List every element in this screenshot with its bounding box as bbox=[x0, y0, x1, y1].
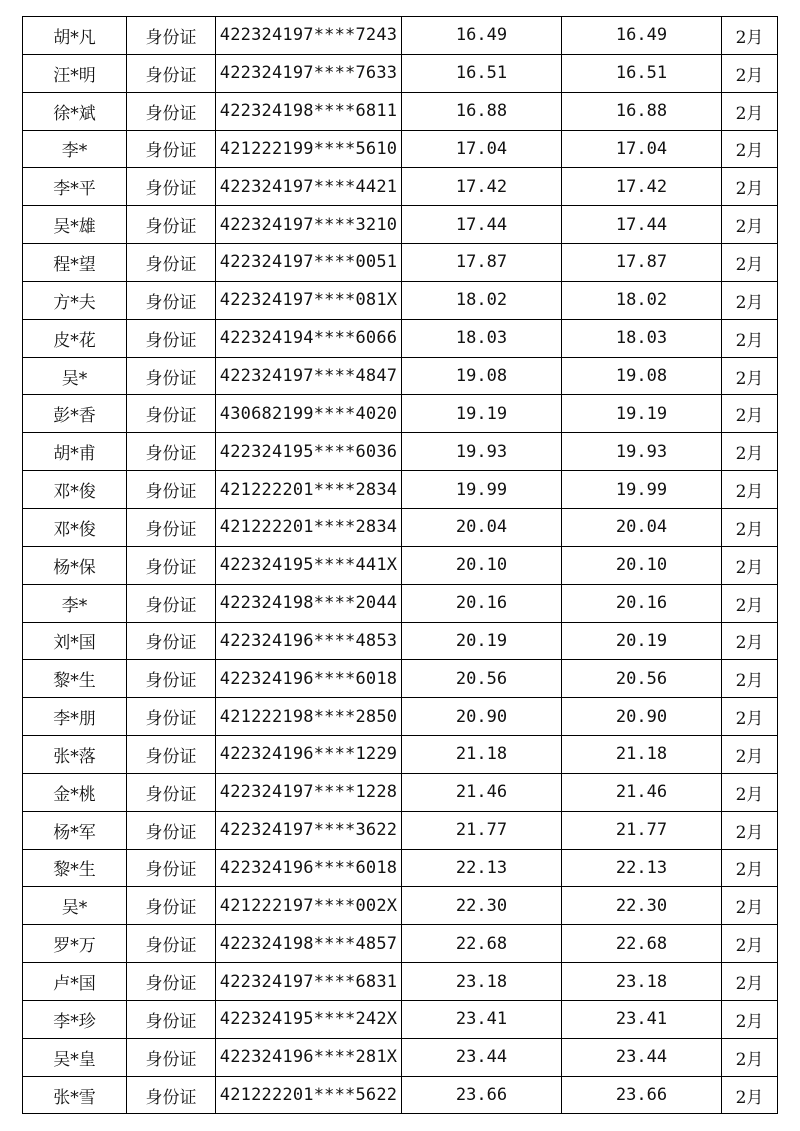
month-cell: 2月 bbox=[722, 206, 778, 244]
name-cell: 金*桃 bbox=[23, 773, 127, 811]
month-cell: 2月 bbox=[722, 508, 778, 546]
table-row bbox=[23, 92, 778, 130]
amount-b-cell: 20.90 bbox=[562, 698, 722, 736]
name-cell: 徐*斌 bbox=[23, 92, 127, 130]
id-number-cell: 422324198****6811 bbox=[216, 92, 402, 130]
amount-a-cell: 17.44 bbox=[402, 206, 562, 244]
id-type-cell: 身份证 bbox=[127, 17, 216, 55]
amount-a-cell: 17.04 bbox=[402, 130, 562, 168]
amount-b-cell: 19.99 bbox=[562, 471, 722, 509]
month-cell: 2月 bbox=[722, 433, 778, 471]
name-cell: 李* bbox=[23, 584, 127, 622]
name-cell: 吴* bbox=[23, 887, 127, 925]
table-row bbox=[23, 736, 778, 774]
name-cell: 吴*雄 bbox=[23, 206, 127, 244]
month-cell: 2月 bbox=[722, 17, 778, 55]
amount-a-cell: 21.46 bbox=[402, 773, 562, 811]
name-cell: 胡*甫 bbox=[23, 433, 127, 471]
amount-b-cell: 19.93 bbox=[562, 433, 722, 471]
name-cell: 卢*国 bbox=[23, 963, 127, 1001]
id-number-cell: 421222201****5622 bbox=[216, 1076, 402, 1114]
amount-b-cell: 20.56 bbox=[562, 660, 722, 698]
name-cell: 皮*花 bbox=[23, 319, 127, 357]
id-number-cell: 422324197****4847 bbox=[216, 357, 402, 395]
id-type-cell: 身份证 bbox=[127, 698, 216, 736]
id-type-cell: 身份证 bbox=[127, 736, 216, 774]
id-type-cell: 身份证 bbox=[127, 168, 216, 206]
name-cell: 彭*香 bbox=[23, 395, 127, 433]
month-cell: 2月 bbox=[722, 244, 778, 282]
id-number-cell: 422324197****7633 bbox=[216, 54, 402, 92]
month-cell: 2月 bbox=[722, 925, 778, 963]
name-cell: 杨*保 bbox=[23, 546, 127, 584]
month-cell: 2月 bbox=[722, 395, 778, 433]
amount-a-cell: 17.42 bbox=[402, 168, 562, 206]
name-cell: 刘*国 bbox=[23, 622, 127, 660]
table-row bbox=[23, 1000, 778, 1038]
id-type-cell: 身份证 bbox=[127, 1076, 216, 1114]
name-cell: 黎*生 bbox=[23, 849, 127, 887]
month-cell: 2月 bbox=[722, 887, 778, 925]
id-number-cell: 421222198****2850 bbox=[216, 698, 402, 736]
name-cell: 方*夫 bbox=[23, 281, 127, 319]
month-cell: 2月 bbox=[722, 130, 778, 168]
table-row bbox=[23, 357, 778, 395]
amount-b-cell: 22.68 bbox=[562, 925, 722, 963]
month-cell: 2月 bbox=[722, 773, 778, 811]
id-number-cell: 430682199****4020 bbox=[216, 395, 402, 433]
amount-b-cell: 17.04 bbox=[562, 130, 722, 168]
table-row bbox=[23, 849, 778, 887]
table-row bbox=[23, 660, 778, 698]
amount-b-cell: 19.08 bbox=[562, 357, 722, 395]
month-cell: 2月 bbox=[722, 849, 778, 887]
id-number-cell: 422324196****6018 bbox=[216, 849, 402, 887]
table-body bbox=[23, 17, 778, 1114]
month-cell: 2月 bbox=[722, 1038, 778, 1076]
table-row bbox=[23, 584, 778, 622]
id-number-cell: 421222201****2834 bbox=[216, 471, 402, 509]
amount-a-cell: 23.44 bbox=[402, 1038, 562, 1076]
amount-a-cell: 21.77 bbox=[402, 811, 562, 849]
id-number-cell: 422324197****6831 bbox=[216, 963, 402, 1001]
id-number-cell: 422324196****6018 bbox=[216, 660, 402, 698]
id-number-cell: 422324196****1229 bbox=[216, 736, 402, 774]
month-cell: 2月 bbox=[722, 1000, 778, 1038]
name-cell: 吴*皇 bbox=[23, 1038, 127, 1076]
id-type-cell: 身份证 bbox=[127, 54, 216, 92]
amount-a-cell: 16.51 bbox=[402, 54, 562, 92]
id-number-cell: 421222201****2834 bbox=[216, 508, 402, 546]
id-number-cell: 422324195****441X bbox=[216, 546, 402, 584]
month-cell: 2月 bbox=[722, 963, 778, 1001]
amount-b-cell: 18.02 bbox=[562, 281, 722, 319]
name-cell: 李*珍 bbox=[23, 1000, 127, 1038]
id-number-cell: 421222199****5610 bbox=[216, 130, 402, 168]
amount-b-cell: 23.66 bbox=[562, 1076, 722, 1114]
name-cell: 张*落 bbox=[23, 736, 127, 774]
amount-a-cell: 20.16 bbox=[402, 584, 562, 622]
table-row bbox=[23, 508, 778, 546]
amount-a-cell: 20.10 bbox=[402, 546, 562, 584]
id-type-cell: 身份证 bbox=[127, 130, 216, 168]
amount-b-cell: 23.18 bbox=[562, 963, 722, 1001]
month-cell: 2月 bbox=[722, 660, 778, 698]
month-cell: 2月 bbox=[722, 622, 778, 660]
id-number-cell: 422324197****081X bbox=[216, 281, 402, 319]
amount-b-cell: 23.44 bbox=[562, 1038, 722, 1076]
amount-a-cell: 18.02 bbox=[402, 281, 562, 319]
table-row bbox=[23, 471, 778, 509]
table-row bbox=[23, 1038, 778, 1076]
name-cell: 汪*明 bbox=[23, 54, 127, 92]
payment-table bbox=[22, 16, 778, 1114]
amount-a-cell: 20.19 bbox=[402, 622, 562, 660]
table-row bbox=[23, 319, 778, 357]
table-row bbox=[23, 281, 778, 319]
id-type-cell: 身份证 bbox=[127, 508, 216, 546]
name-cell: 李*朋 bbox=[23, 698, 127, 736]
id-type-cell: 身份证 bbox=[127, 395, 216, 433]
amount-b-cell: 18.03 bbox=[562, 319, 722, 357]
month-cell: 2月 bbox=[722, 168, 778, 206]
name-cell: 杨*军 bbox=[23, 811, 127, 849]
id-number-cell: 422324197****3622 bbox=[216, 811, 402, 849]
amount-a-cell: 20.56 bbox=[402, 660, 562, 698]
id-number-cell: 422324195****6036 bbox=[216, 433, 402, 471]
id-number-cell: 422324198****4857 bbox=[216, 925, 402, 963]
id-type-cell: 身份证 bbox=[127, 319, 216, 357]
name-cell: 邓*俊 bbox=[23, 471, 127, 509]
amount-a-cell: 22.68 bbox=[402, 925, 562, 963]
amount-b-cell: 17.42 bbox=[562, 168, 722, 206]
amount-a-cell: 22.13 bbox=[402, 849, 562, 887]
name-cell: 胡*凡 bbox=[23, 17, 127, 55]
id-type-cell: 身份证 bbox=[127, 887, 216, 925]
table-row bbox=[23, 963, 778, 1001]
amount-b-cell: 17.44 bbox=[562, 206, 722, 244]
amount-a-cell: 19.99 bbox=[402, 471, 562, 509]
table-row bbox=[23, 395, 778, 433]
id-type-cell: 身份证 bbox=[127, 433, 216, 471]
month-cell: 2月 bbox=[722, 281, 778, 319]
id-type-cell: 身份证 bbox=[127, 849, 216, 887]
id-number-cell: 422324195****242X bbox=[216, 1000, 402, 1038]
id-number-cell: 421222197****002X bbox=[216, 887, 402, 925]
id-type-cell: 身份证 bbox=[127, 811, 216, 849]
month-cell: 2月 bbox=[722, 736, 778, 774]
name-cell: 吴* bbox=[23, 357, 127, 395]
table-row bbox=[23, 168, 778, 206]
name-cell: 黎*生 bbox=[23, 660, 127, 698]
id-type-cell: 身份证 bbox=[127, 963, 216, 1001]
month-cell: 2月 bbox=[722, 546, 778, 584]
amount-b-cell: 20.19 bbox=[562, 622, 722, 660]
id-number-cell: 422324197****7243 bbox=[216, 17, 402, 55]
id-type-cell: 身份证 bbox=[127, 1000, 216, 1038]
id-type-cell: 身份证 bbox=[127, 92, 216, 130]
month-cell: 2月 bbox=[722, 357, 778, 395]
month-cell: 2月 bbox=[722, 698, 778, 736]
id-number-cell: 422324197****3210 bbox=[216, 206, 402, 244]
table-row bbox=[23, 54, 778, 92]
id-number-cell: 422324196****281X bbox=[216, 1038, 402, 1076]
id-type-cell: 身份证 bbox=[127, 244, 216, 282]
amount-b-cell: 21.77 bbox=[562, 811, 722, 849]
table-row bbox=[23, 546, 778, 584]
name-cell: 李*平 bbox=[23, 168, 127, 206]
id-type-cell: 身份证 bbox=[127, 773, 216, 811]
table-row bbox=[23, 925, 778, 963]
month-cell: 2月 bbox=[722, 54, 778, 92]
month-cell: 2月 bbox=[722, 92, 778, 130]
name-cell: 邓*俊 bbox=[23, 508, 127, 546]
table-row bbox=[23, 206, 778, 244]
amount-b-cell: 16.49 bbox=[562, 17, 722, 55]
id-type-cell: 身份证 bbox=[127, 925, 216, 963]
amount-a-cell: 21.18 bbox=[402, 736, 562, 774]
id-type-cell: 身份证 bbox=[127, 1038, 216, 1076]
amount-a-cell: 23.66 bbox=[402, 1076, 562, 1114]
amount-b-cell: 20.04 bbox=[562, 508, 722, 546]
id-type-cell: 身份证 bbox=[127, 660, 216, 698]
id-type-cell: 身份证 bbox=[127, 357, 216, 395]
table-row bbox=[23, 1076, 778, 1114]
amount-b-cell: 20.16 bbox=[562, 584, 722, 622]
amount-a-cell: 23.18 bbox=[402, 963, 562, 1001]
amount-b-cell: 21.46 bbox=[562, 773, 722, 811]
table-row bbox=[23, 130, 778, 168]
id-number-cell: 422324194****6066 bbox=[216, 319, 402, 357]
month-cell: 2月 bbox=[722, 1076, 778, 1114]
id-number-cell: 422324197****4421 bbox=[216, 168, 402, 206]
id-type-cell: 身份证 bbox=[127, 584, 216, 622]
amount-a-cell: 18.03 bbox=[402, 319, 562, 357]
amount-a-cell: 17.87 bbox=[402, 244, 562, 282]
id-type-cell: 身份证 bbox=[127, 206, 216, 244]
month-cell: 2月 bbox=[722, 319, 778, 357]
table-row bbox=[23, 698, 778, 736]
table-row bbox=[23, 887, 778, 925]
amount-b-cell: 21.18 bbox=[562, 736, 722, 774]
name-cell: 张*雪 bbox=[23, 1076, 127, 1114]
amount-b-cell: 16.51 bbox=[562, 54, 722, 92]
id-type-cell: 身份证 bbox=[127, 281, 216, 319]
id-number-cell: 422324198****2044 bbox=[216, 584, 402, 622]
table-row bbox=[23, 433, 778, 471]
table-row bbox=[23, 811, 778, 849]
amount-b-cell: 19.19 bbox=[562, 395, 722, 433]
amount-a-cell: 23.41 bbox=[402, 1000, 562, 1038]
name-cell: 李* bbox=[23, 130, 127, 168]
amount-b-cell: 23.41 bbox=[562, 1000, 722, 1038]
month-cell: 2月 bbox=[722, 471, 778, 509]
amount-a-cell: 19.93 bbox=[402, 433, 562, 471]
name-cell: 程*望 bbox=[23, 244, 127, 282]
table-row bbox=[23, 244, 778, 282]
amount-a-cell: 22.30 bbox=[402, 887, 562, 925]
table-row bbox=[23, 17, 778, 55]
amount-a-cell: 19.08 bbox=[402, 357, 562, 395]
table-row bbox=[23, 773, 778, 811]
id-type-cell: 身份证 bbox=[127, 622, 216, 660]
id-number-cell: 422324196****4853 bbox=[216, 622, 402, 660]
amount-a-cell: 20.04 bbox=[402, 508, 562, 546]
id-number-cell: 422324197****1228 bbox=[216, 773, 402, 811]
amount-b-cell: 16.88 bbox=[562, 92, 722, 130]
amount-a-cell: 16.88 bbox=[402, 92, 562, 130]
id-number-cell: 422324197****0051 bbox=[216, 244, 402, 282]
id-type-cell: 身份证 bbox=[127, 471, 216, 509]
amount-b-cell: 17.87 bbox=[562, 244, 722, 282]
table-row bbox=[23, 622, 778, 660]
amount-b-cell: 20.10 bbox=[562, 546, 722, 584]
amount-a-cell: 20.90 bbox=[402, 698, 562, 736]
amount-b-cell: 22.13 bbox=[562, 849, 722, 887]
amount-a-cell: 16.49 bbox=[402, 17, 562, 55]
name-cell: 罗*万 bbox=[23, 925, 127, 963]
amount-a-cell: 19.19 bbox=[402, 395, 562, 433]
month-cell: 2月 bbox=[722, 584, 778, 622]
month-cell: 2月 bbox=[722, 811, 778, 849]
id-type-cell: 身份证 bbox=[127, 546, 216, 584]
amount-b-cell: 22.30 bbox=[562, 887, 722, 925]
